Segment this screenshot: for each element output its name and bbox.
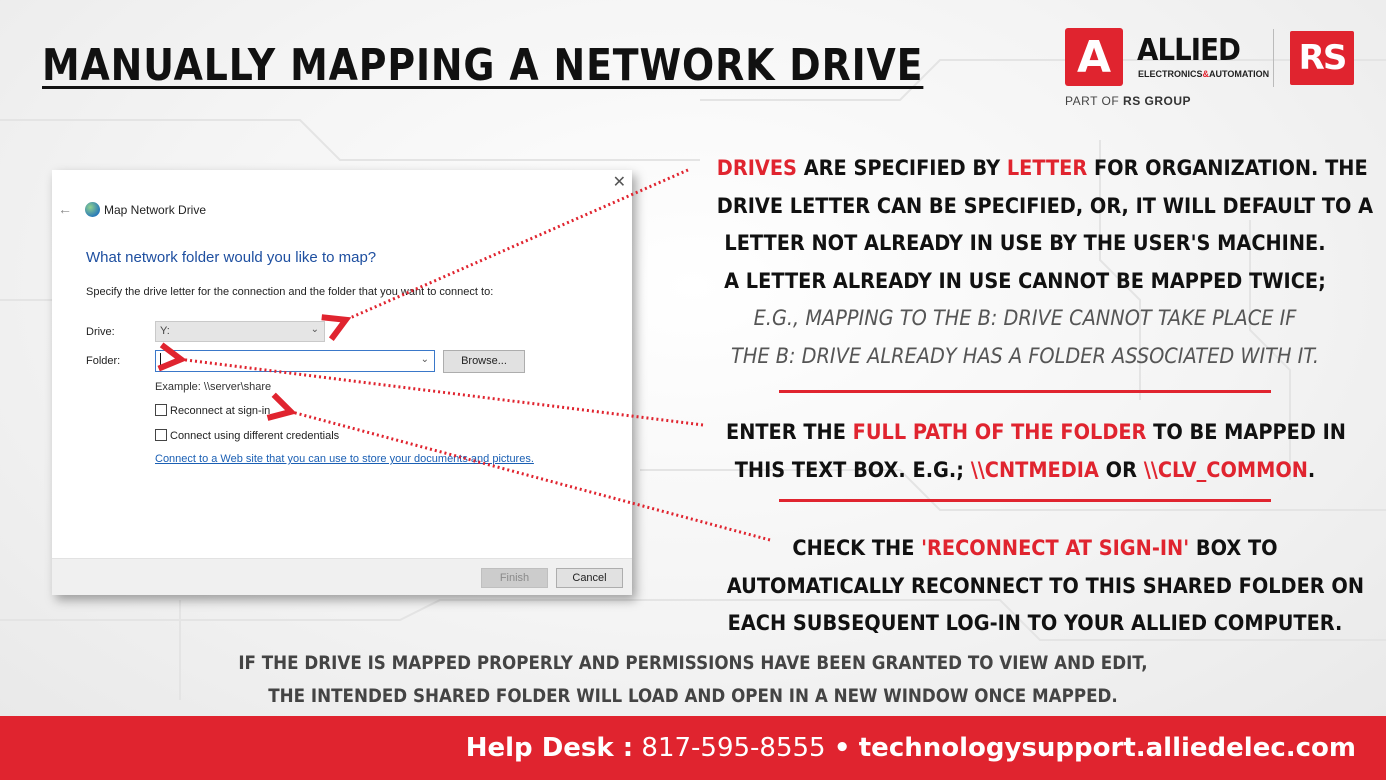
credentials-checkbox[interactable] <box>155 429 167 441</box>
drive-select-value: Y: <box>160 325 170 337</box>
dialog-heading: What network folder would you like to map? <box>86 249 377 266</box>
reconnect-checkbox[interactable] <box>155 404 167 416</box>
reconnect-checkbox-row[interactable] <box>155 404 270 417</box>
allied-logo-mark: A <box>1065 28 1123 86</box>
drive-letter-note: DRIVES ARE SPECIFIED BY LETTER FOR ORGANIZATION. THE DRIVE LETTER CAN BE SPECIFIED, OR, IT WILL DEFAULT TO A LETTER NOT ALREADY IN USE BY THE USER'S MACHINE. A LETTER ALREADY IN USE CANNOT BE MAPPED TWICE; E.G., MAPPING TO THE B: DRIVE CANNOT TAKE PLACE IF THE B: DRIVE ALREADY HAS A FOLDER ASSOCIATED WITH IT. <box>716 156 1374 368</box>
help-desk-phone[interactable]: 817-595-8555 <box>641 733 826 763</box>
dialog-caption: Map Network Drive <box>104 203 207 217</box>
chevron-down-icon[interactable]: ⌄ <box>420 354 429 365</box>
divider-2 <box>779 499 1271 502</box>
network-drive-icon <box>85 202 100 217</box>
folder-path-note: ENTER THE FULL PATH OF THE FOLDER TO BE MAPPED IN THIS TEXT BOX. E.G.; \\CNTMEDIA OR \\CLV_COMMON. <box>726 420 1346 482</box>
drive-select[interactable] <box>155 321 325 342</box>
reconnect-label: Reconnect at sign-in <box>170 405 271 417</box>
chevron-down-icon: ⌄ <box>310 324 319 335</box>
folder-input[interactable] <box>155 350 435 372</box>
dialog-description: Specify the drive letter for the connection and the folder that you want to connect to: <box>86 286 494 298</box>
folder-label: Folder: <box>86 355 121 367</box>
browse-button[interactable]: Browse... <box>443 350 525 373</box>
divider-1 <box>779 390 1271 393</box>
web-site-link[interactable]: Connect to a Web site that you can use to store your documents and pictures. <box>155 453 534 465</box>
help-desk-contact <box>466 733 1356 763</box>
credentials-checkbox-row[interactable] <box>155 429 339 442</box>
footer-bar <box>0 716 1386 780</box>
logo-divider <box>1273 29 1274 87</box>
rs-group-tagline: PART OF RS GROUP <box>1065 94 1192 108</box>
rs-logo: RS <box>1290 31 1354 85</box>
finish-button: Finish <box>481 568 548 588</box>
map-network-drive-dialog <box>52 170 632 595</box>
help-desk-label: Help Desk : <box>465 733 634 763</box>
back-arrow-icon[interactable]: ← <box>58 201 72 217</box>
cancel-button[interactable]: Cancel <box>556 568 623 588</box>
drive-label: Drive: <box>86 326 115 338</box>
credentials-label: Connect using different credentials <box>170 430 340 442</box>
text-caret <box>160 353 161 367</box>
page-title: MANUALLY MAPPING A NETWORK DRIVE <box>42 40 924 91</box>
close-icon[interactable]: ✕ <box>612 174 626 191</box>
result-note: IF THE DRIVE IS MAPPED PROPERLY AND PERMISSIONS HAVE BEEN GRANTED TO VIEW AND EDIT, THE INTENDED SHARED FOLDER WILL LOAD AND OPEN IN A NEW WINDOW ONCE MAPPED. <box>238 652 1148 707</box>
folder-example: Example: \\server\share <box>155 381 272 393</box>
footer-bullet: • <box>833 733 851 763</box>
help-desk-website[interactable]: technologysupport.alliedelec.com <box>858 733 1356 763</box>
allied-logo-text: ALLIED <box>1137 33 1241 68</box>
allied-logo-subtitle: ELECTRONICS&AUTOMATION <box>1138 69 1270 79</box>
reconnect-note: CHECK THE 'RECONNECT AT SIGN-IN' BOX TO AUTOMATICALLY RECONNECT TO THIS SHARED FOLDER ON EACH SUBSEQUENT LOG-IN TO YOUR ALLIED COMPUTER. <box>726 536 1365 635</box>
